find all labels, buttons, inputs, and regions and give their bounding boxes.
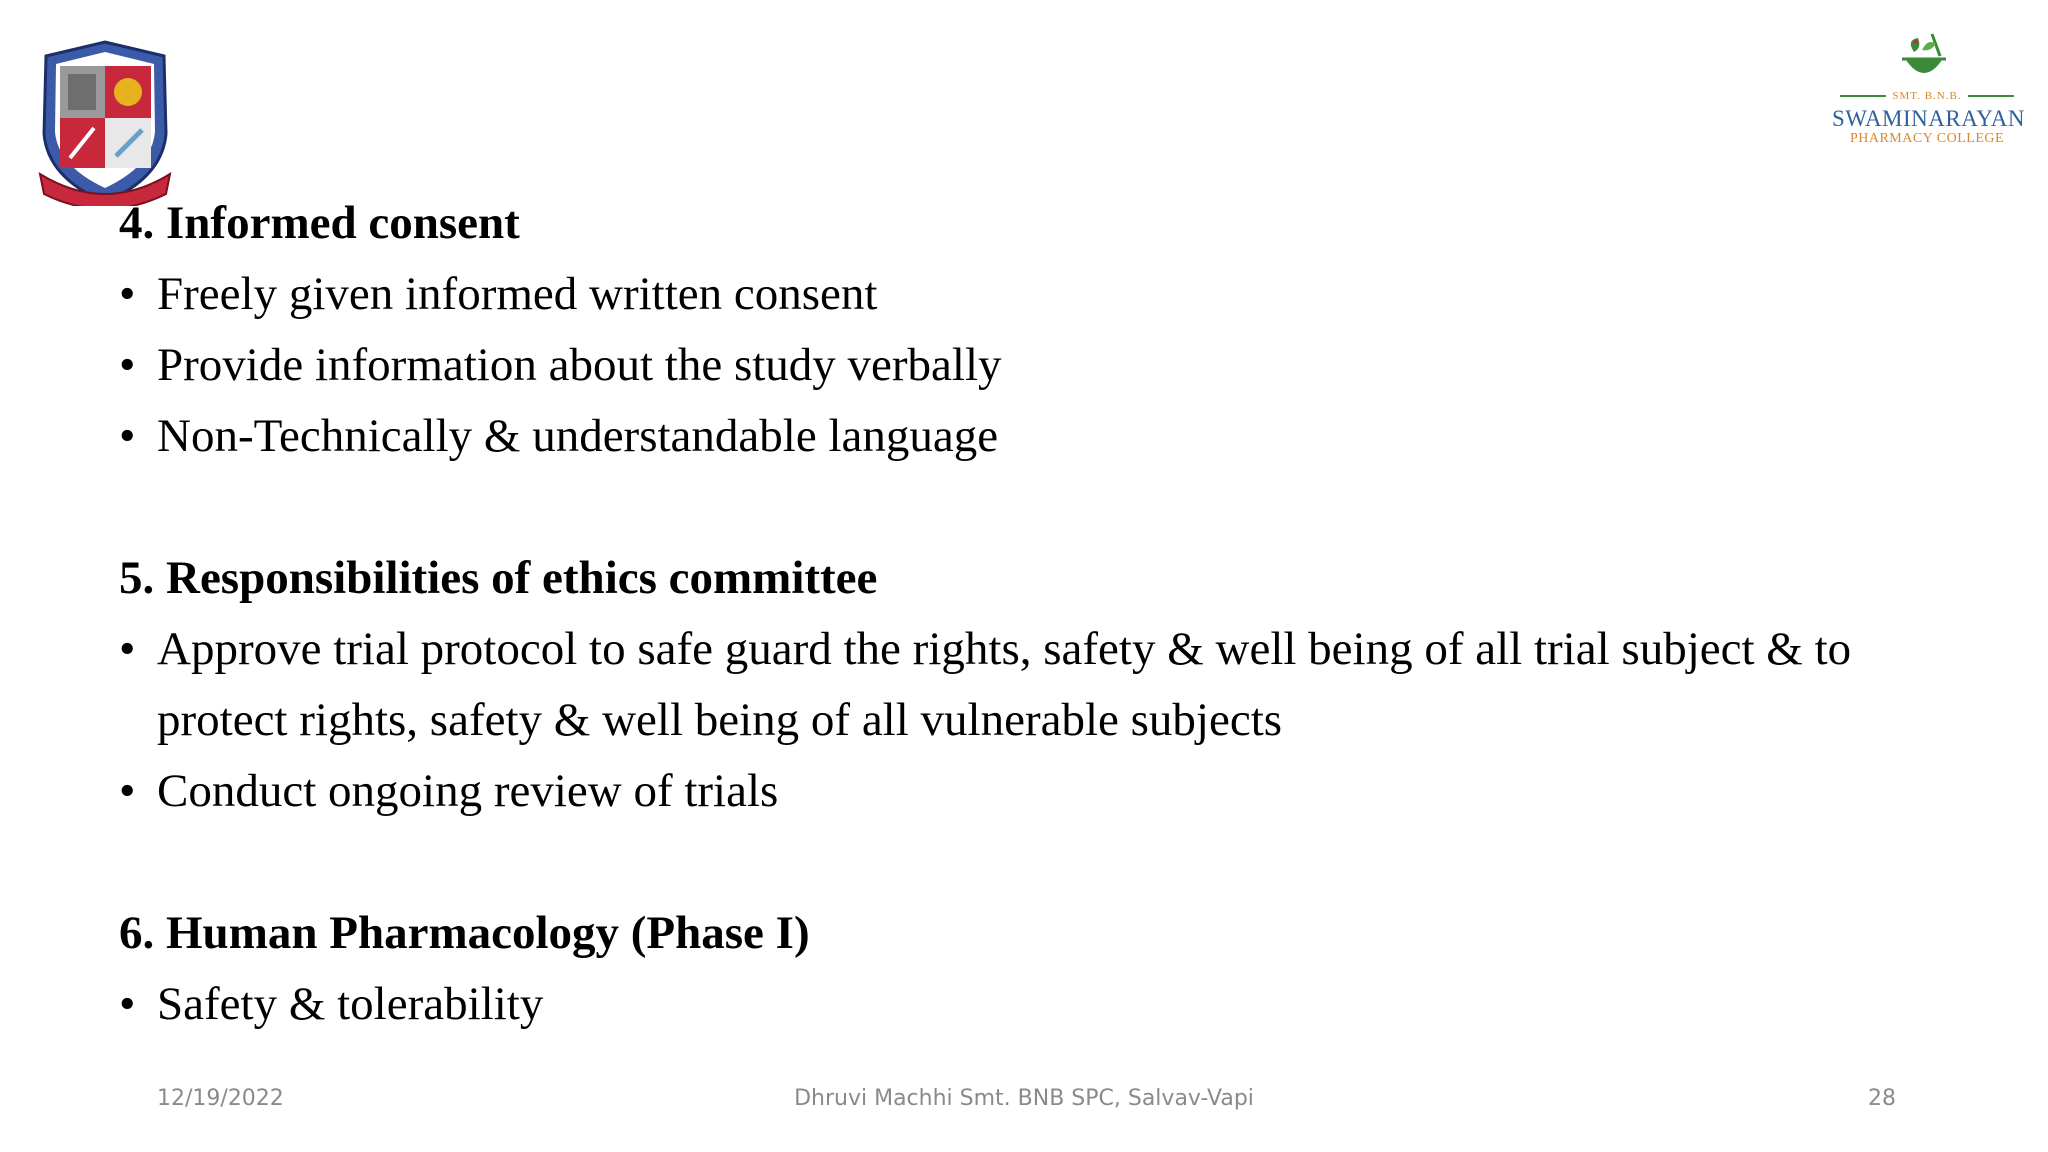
- university-crest-icon: [34, 38, 176, 206]
- college-logo-name: SWAMINARAYAN: [1832, 106, 2026, 131]
- college-logo-smt: SMT. B.N.B.: [1832, 90, 2022, 102]
- bullet-dot: •: [119, 268, 136, 320]
- bullet-text: Approve trial protocol to safe guard the rights, safety & well being of all trial subject & to protect rights, safety & well being of all vulnerable subjects: [157, 623, 1852, 746]
- bullet-text: Provide information about the study verbally: [157, 339, 1002, 391]
- bullet-text: Conduct ongoing review of trials: [157, 765, 779, 817]
- bullet-item: [119, 259, 1979, 330]
- college-logo: [1832, 30, 2026, 150]
- bullet-dot: •: [119, 339, 136, 391]
- bullet-dot: •: [119, 410, 136, 462]
- slide-content: [119, 188, 1979, 1040]
- section-human-pharmacology: [119, 898, 1979, 1040]
- bullet-dot: •: [119, 765, 136, 817]
- bullet-text: Safety & tolerability: [157, 978, 544, 1030]
- bullet-dot: •: [119, 623, 136, 675]
- university-crest-logo: [34, 38, 176, 206]
- bullet-item: [119, 330, 1979, 401]
- section-spacer: [119, 827, 1979, 898]
- section-informed-consent: [119, 188, 1979, 472]
- mortar-pestle-leaf-icon: [1892, 30, 1956, 86]
- bullet-text: Non-Technically & understandable language: [157, 410, 999, 462]
- bullet-list: [119, 614, 1979, 827]
- bullet-item: [119, 401, 1979, 472]
- footer-date: 12/19/2022: [157, 1086, 284, 1111]
- section-heading: 5. Responsibilities of ethics committee: [119, 552, 878, 604]
- section-heading: 4. Informed consent: [119, 197, 520, 249]
- bullet-text: Freely given informed written consent: [157, 268, 878, 320]
- bullet-item: [119, 756, 1979, 827]
- bullet-item: [119, 969, 1979, 1040]
- bullet-dot: •: [119, 978, 136, 1030]
- section-spacer: [119, 472, 1979, 543]
- college-logo-subtitle: PHARMACY COLLEGE: [1849, 131, 2005, 146]
- bullet-list: [119, 969, 1979, 1040]
- section-ethics-committee: [119, 543, 1979, 827]
- footer-page-number: 28: [1868, 1086, 1896, 1111]
- section-heading: 6. Human Pharmacology (Phase I): [119, 907, 810, 959]
- bullet-item: [119, 614, 1979, 756]
- footer-author: Dhruvi Machhi Smt. BNB SPC, Salvav-Vapi: [794, 1086, 1254, 1111]
- bullet-list: [119, 259, 1979, 472]
